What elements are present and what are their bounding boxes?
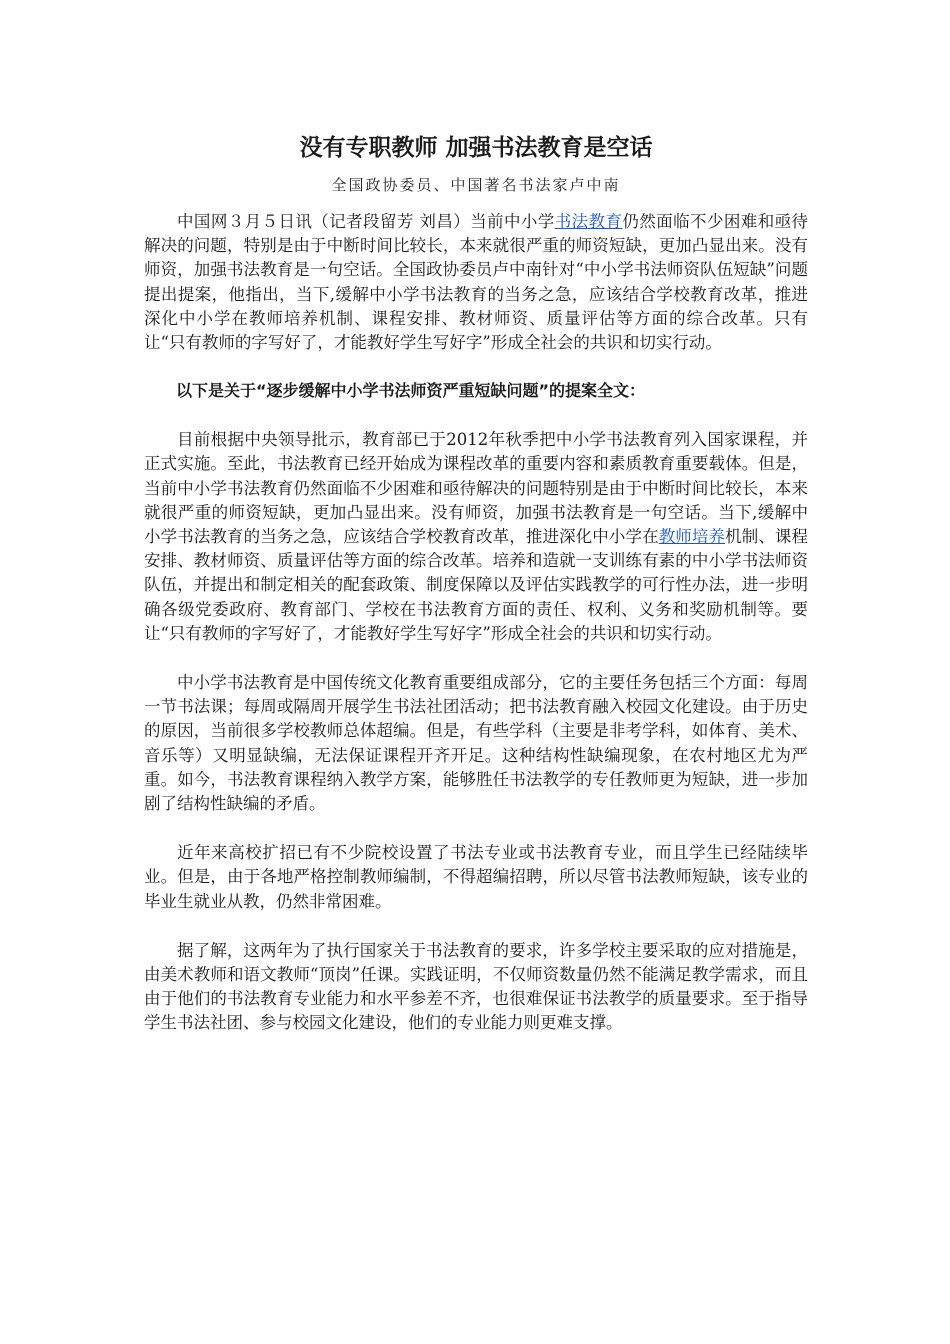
article-title: 没有专职教师 加强书法教育是空话 bbox=[299, 135, 653, 161]
link-calligraphy-education[interactable]: 书法教育 bbox=[554, 212, 623, 231]
paragraph-graduates: 近年来高校扩招已有不少院校设置了书法专业或书法教育专业，而且学生已经陆续毕业。但是，由于各地严格控制教师编制，不得超编招聘，所以尽管书法教师短缺，该专业的毕业生就业从教，仍然非常困难。 bbox=[144, 843, 808, 911]
proposal-heading: 以下是关于“逐步缓解中小学书法师资严重短缺问题”的提案全文： bbox=[176, 381, 646, 401]
paragraph-intro bbox=[144, 210, 808, 355]
paragraph-background-text-end: 机制、课程安排、教材师资、质量评估等方面的综合改革。培养和造就一支训练有素的中小学书法师资队伍，并提出和制定相关的配套政策、制度保障以及评估实践教学的可行性办法，进一步明确各级党委政府、教育部门、学校在书法教育方面的责任、权利、义务和奖励机制等。要让“只有教师的字写好了，才能教好学生写好字”形成全社会的共识和切实行动。 bbox=[144, 527, 809, 643]
paragraph-background-text-start: 目前根据中央领导批示，教育部已于2012年秋季把中小学书法教育列入国家课程，并正式实施。至此，书法教育已经开始成为课程改革的重要内容和素质教育重要载体。但是，当前中小学书法教育仍然面临不少困难和亟待解决的问题特别是由于中断时间比较长，本来就很严重的师资短缺，更加凸显出来。没有师资，加强书法教育是一句空话。当下,缓解中小学书法教育的当务之急，应该结合学校教育改革，推进深化中小学在 bbox=[144, 430, 808, 547]
article-subtitle: 全国政协委员、中国著名书法家卢中南 bbox=[331, 176, 621, 194]
paragraph-intro-text-start: 中国网３月５日讯（记者段留芳 刘昌）当前中小学 bbox=[177, 212, 555, 231]
document-page bbox=[144, 128, 808, 1036]
paragraph-background bbox=[144, 428, 808, 646]
link-teacher-training[interactable]: 教师培养 bbox=[658, 527, 726, 547]
paragraph-tasks: 中小学书法教育是中国传统文化教育重要组成部分，它的主要任务包括三个方面：每周一节书法课；每周或隔周开展学生书法社团活动；把书法教育融入校园文化建设。由于历史的原因，当前很多学校教师总体超编。但是，有些学科（主要是非考学科，如体育、美术、音乐等）又明显缺编，无法保证课程开齐开足。这种结构性缺编现象，在农村地区尤为严重。如今，书法教育课程纳入教学方案，能够胜任书法教学的专任教师更为短缺，进一步加剧了结构性缺编的矛盾。 bbox=[144, 673, 808, 814]
paragraph-measures: 据了解，这两年为了执行国家关于书法教育的要求，许多学校主要采取的应对措施是，由美术教师和语文教师“顶岗”任课。实践证明，不仅师资数量仍然不能满足教学需求，而且由于他们的书法教育专业能力和水平参差不齐，也很难保证书法教学的质量要求。至于指导学生书法社团、参与校园文化建设，他们的专业能力则更难支撑。 bbox=[144, 940, 808, 1033]
paragraph-intro-text-end: 仍然面临不少困难和亟待解决的问题，特别是由于中断时间比较长，本来就很严重的师资短缺，更加凸显出来。没有师资，加强书法教育是一句空话。全国政协委员卢中南针对“中小学书法师资队伍短缺”问题提出提案，他指出，当下,缓解中小学书法教育的当务之急，应该结合学校教育改革，推进深化中小学在教师培养机制、课程安排、教材师资、质量评估等方面的综合改革。只有让“只有教师的字写好了，才能教好学生写好字”形成全社会的共识和切实行动。 bbox=[144, 212, 809, 353]
